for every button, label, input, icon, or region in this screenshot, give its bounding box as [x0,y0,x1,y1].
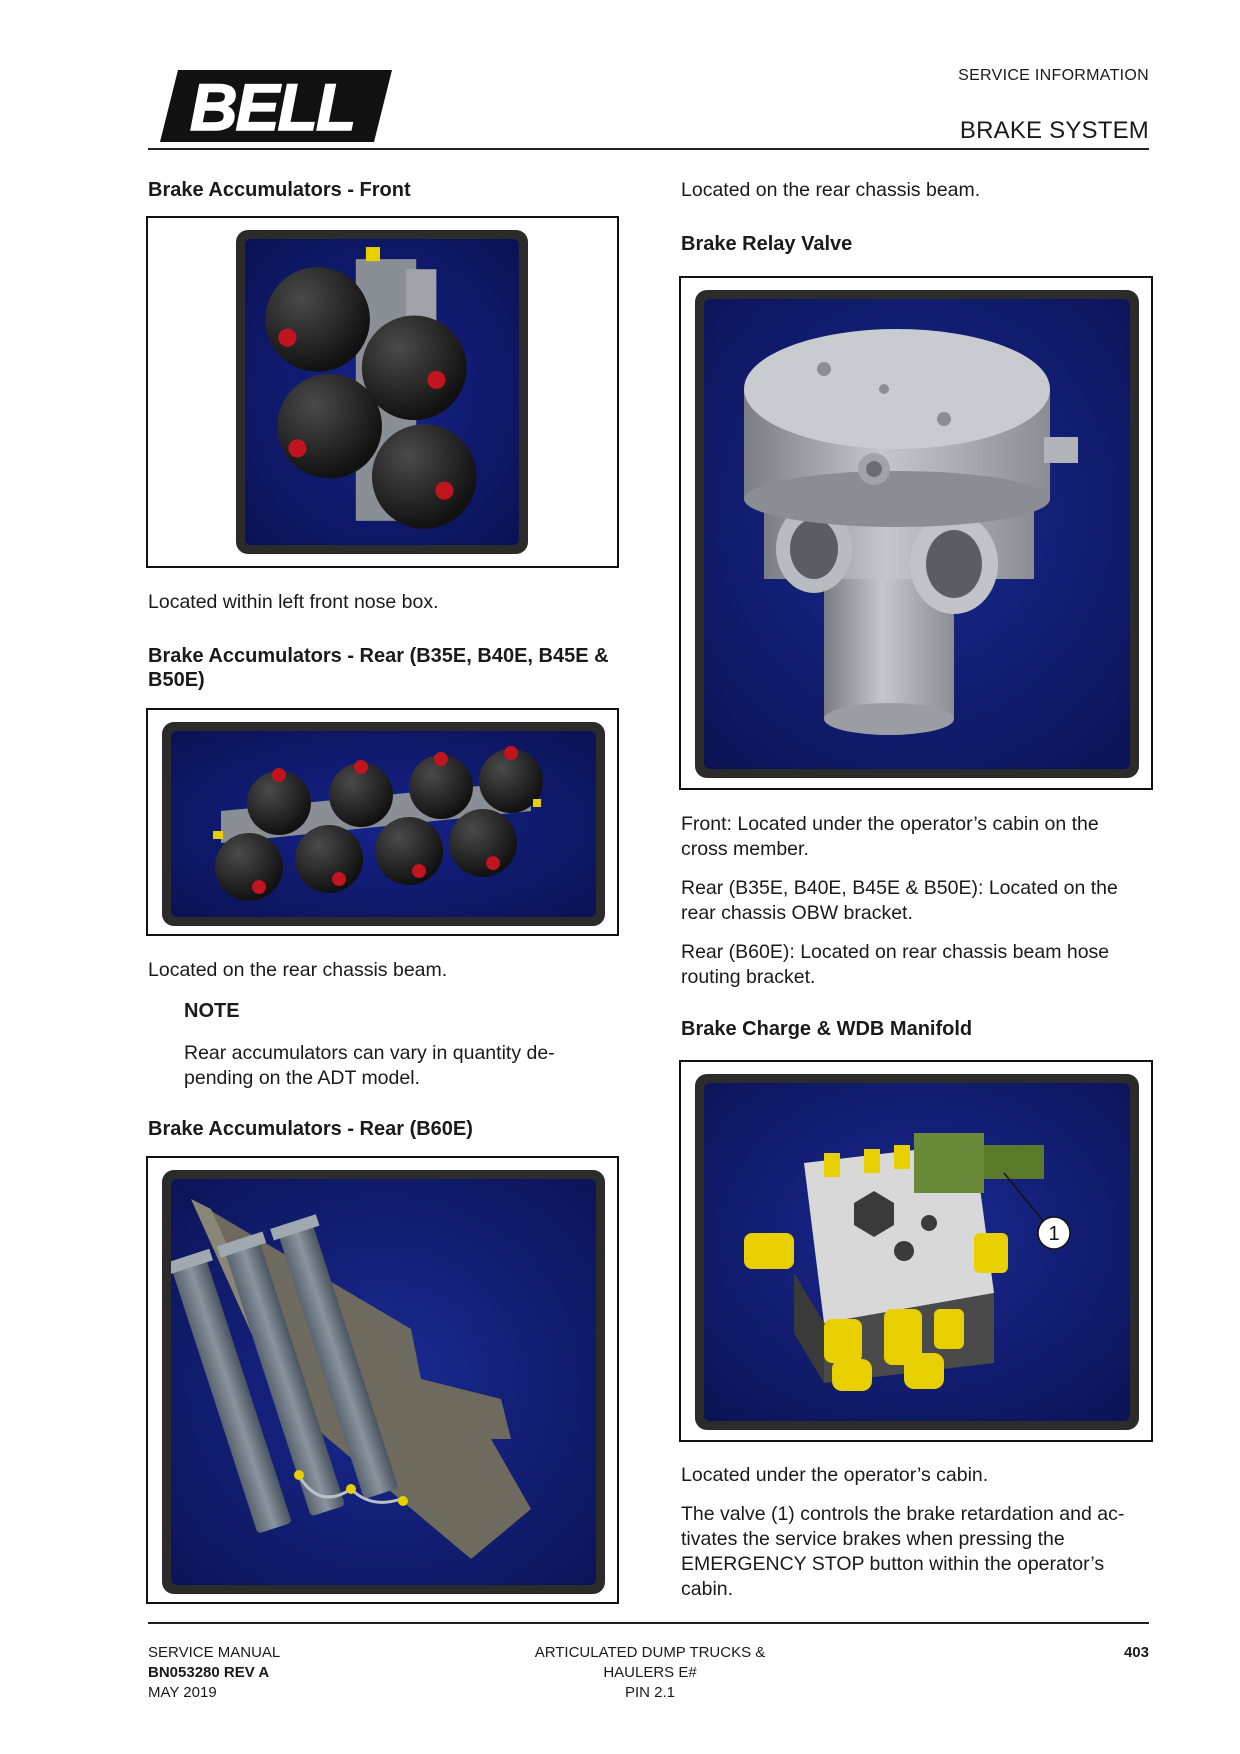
note-line-1: Rear accumulators can vary in quantity de- [184,1042,555,1064]
header-rule [148,148,1149,150]
rear-accumulators-image [171,731,596,917]
manifold-image [704,1083,1130,1421]
footer-product-line-2: HAULERS E# [603,1664,697,1681]
footer-left [148,1643,280,1703]
figure-frame [236,230,528,554]
front-line-1: Front: Located under the operator’s cabin on the [681,813,1099,835]
rear-line-1: Rear (B35E, B40E, B45E & B50E): Located on the [681,877,1118,899]
figure-rear-accumulators [146,708,619,936]
heading-front-accumulators: Brake Accumulators - Front [148,179,411,201]
footer-product-line-1: ARTICULATED DUMP TRUCKS & [534,1644,766,1661]
rear-line-2: rear chassis OBW bracket. [681,902,913,924]
front-line-2: cross member. [681,838,809,860]
heading-relay-valve: Brake Relay Valve [681,233,853,255]
footer-rule [148,1622,1149,1624]
top-location-text: Located on the rear chassis beam. [681,179,981,201]
header-chapter: BRAKE SYSTEM [959,117,1149,144]
relay-valve-image [704,299,1130,769]
footer-page-number: 403 [1123,1644,1149,1661]
svg-text:BELL: BELL [189,70,355,144]
valve-line-4: cabin. [681,1578,734,1600]
note-label: NOTE [184,1000,240,1022]
figure-manifold [679,1060,1153,1442]
rear-b60-accumulators-image [171,1179,596,1585]
valve-line-1: The valve (1) controls the brake retardation and ac- [681,1503,1125,1525]
figure-front-accumulators [146,216,619,568]
figure-frame [695,1074,1139,1430]
heading-rear-accumulators: Brake Accumulators - Rear (B35E, B40E, B45E & B50E) [148,645,609,691]
footer-manual: SERVICE MANUAL [148,1644,281,1661]
figure-frame [162,722,605,926]
footer-doc-number: BN053280 REV A [148,1664,270,1681]
manifold-location-text: Located under the operator’s cabin. [681,1464,989,1486]
front-location-text: Located within left front nose box. [148,591,439,613]
figure-relay-valve [679,276,1153,790]
bell-logo [160,68,392,144]
heading-rear-b60-accumulators: Brake Accumulators - Rear (B60E) [148,1118,473,1140]
heading-manifold: Brake Charge & WDB Manifold [681,1018,973,1040]
b60-line-2: routing bracket. [681,966,816,988]
footer-pin: PIN 2.1 [624,1684,676,1701]
b60-line-1: Rear (B60E): Located on rear chassis beam hose [681,941,1110,963]
figure-frame [695,290,1139,778]
note-line-2: pending on the ADT model. [184,1067,420,1089]
rear-location-text: Located on the rear chassis beam. [148,959,448,981]
figure-frame [162,1170,605,1594]
footer-date: MAY 2019 [148,1684,217,1701]
figure-rear-b60-accumulators [146,1156,619,1604]
header-section: SERVICE INFORMATION [958,67,1149,84]
valve-line-2: tivates the service brakes when pressing the [681,1528,1065,1550]
footer-center [520,1643,780,1703]
callout-label: 1 [1048,1223,1060,1245]
valve-line-3: EMERGENCY STOP button within the operator’s [681,1553,1105,1575]
front-accumulators-image [245,239,519,545]
